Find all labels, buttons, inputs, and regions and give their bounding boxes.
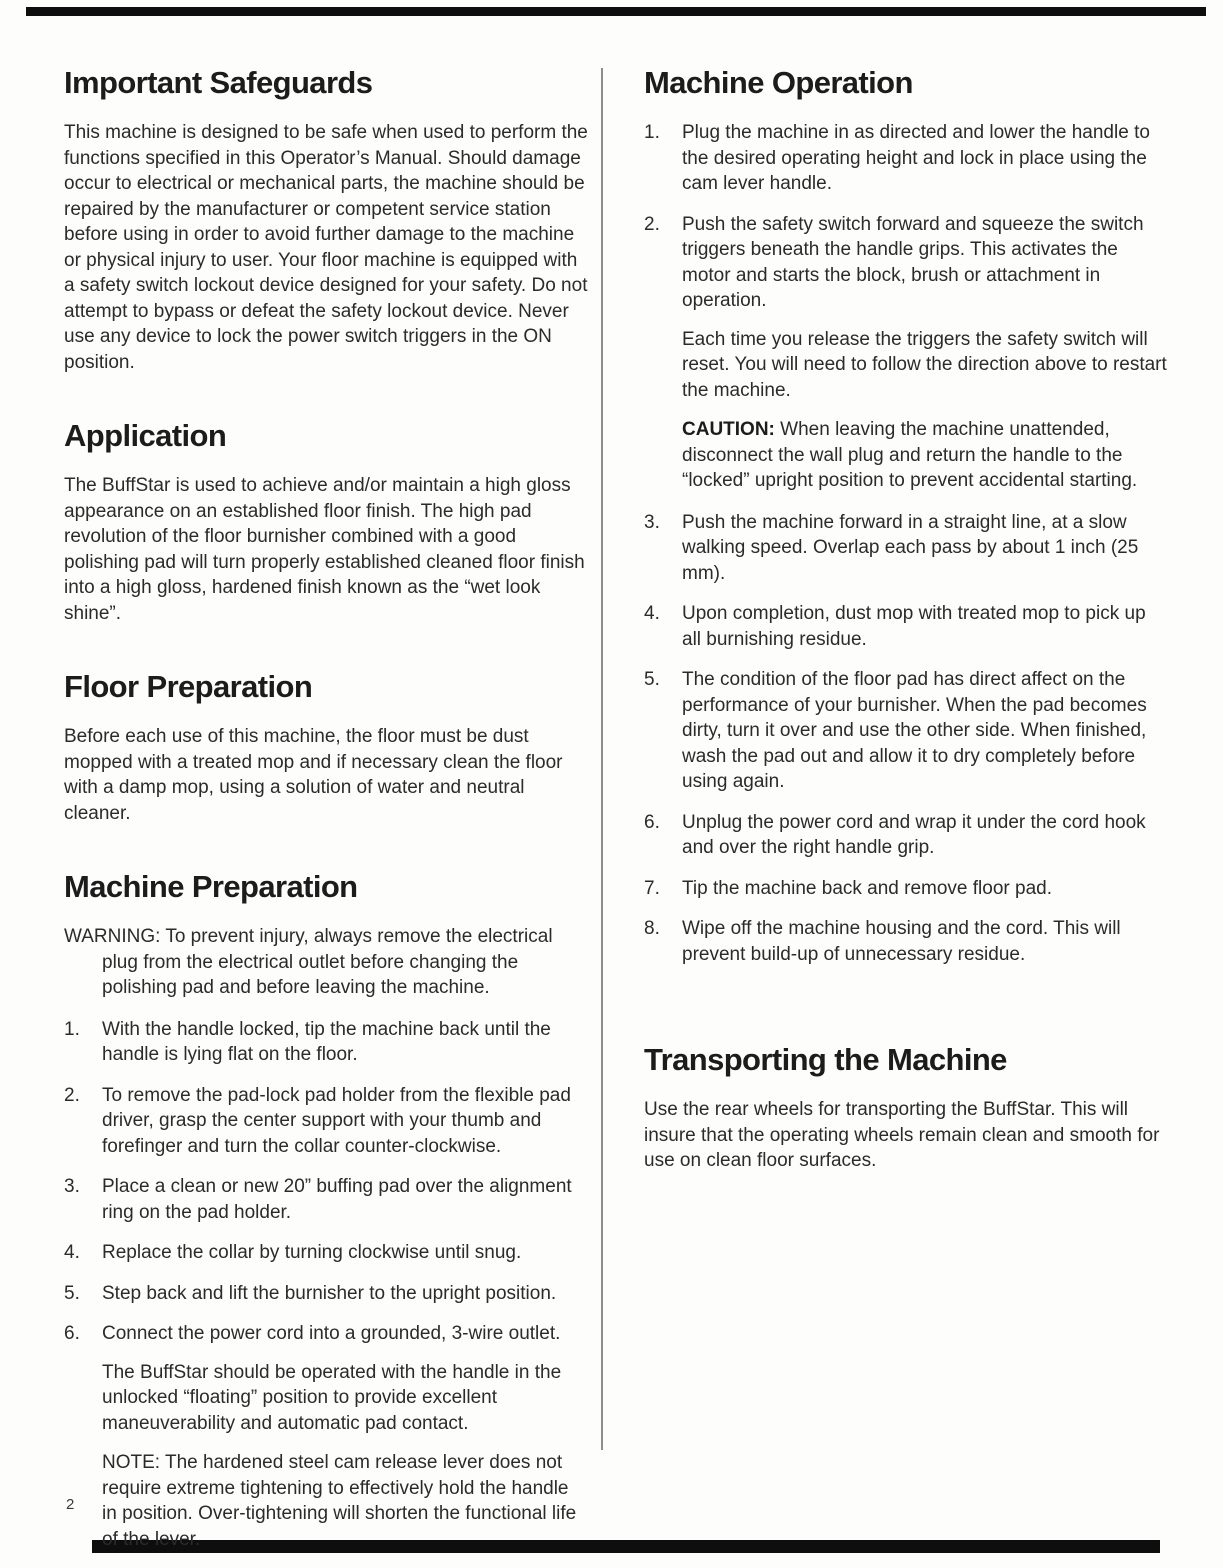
list-text: Tip the machine back and remove floor pad. <box>682 877 1052 899</box>
caution-label: CAUTION: <box>682 419 775 441</box>
list-item <box>644 667 1168 795</box>
right-column <box>644 60 1168 1568</box>
list-text: Wipe off the machine housing and the cord. This will prevent build-up of unnecessary residue. <box>682 918 1121 965</box>
list-item <box>644 916 1168 967</box>
list-number: 1. <box>64 1018 80 1040</box>
list-item <box>644 212 1168 314</box>
list-text: With the handle locked, tip the machine back until the handle is lying flat on the floor. <box>102 1018 551 1066</box>
list-number: 4. <box>64 1242 80 1264</box>
list-number: 3. <box>644 511 660 533</box>
section-title-transporting: Transporting the Machine <box>644 1042 1007 1078</box>
list-text: Place a clean or new 20” buffing pad over the alignment ring on the pad holder. <box>102 1176 572 1223</box>
list-item <box>64 1174 588 1225</box>
list-item <box>64 1083 588 1160</box>
list-text: The condition of the floor pad has direct affect on the performance of your burnisher. When the pad becomes dirty, turn it over and use the other side. When finished, wash the pad out and allow it to dry completely before using again. <box>682 669 1147 793</box>
trigger-reset-paragraph: Each time you release the triggers the safety switch will reset. You will need to follow the direction above to restart the machine. <box>682 328 1167 401</box>
list-item <box>64 1240 588 1266</box>
list-item <box>644 876 1168 902</box>
list-text: Connect the power cord into a grounded, 3-wire outlet. <box>102 1323 561 1345</box>
list-text: To remove the pad-lock pad holder from the flexible pad driver, grasp the center support with your thumb and forefinger and turn the collar counter-clockwise. <box>102 1084 571 1157</box>
list-number: 5. <box>64 1282 80 1304</box>
list-item <box>64 1321 588 1347</box>
list-number: 6. <box>644 811 660 833</box>
list-text: Unplug the power cord and wrap it under the cord hook and over the right handle grip. <box>682 811 1146 859</box>
caution-paragraph <box>682 417 1168 494</box>
list-text: Replace the collar by turning clockwise until snug. <box>102 1242 522 1264</box>
section-title-machine-operation: Machine Operation <box>644 65 913 100</box>
list-number: 6. <box>64 1323 80 1345</box>
list-text: Plug the machine in as directed and lower the handle to the desired operating height and lock in place using the cam lever handle. <box>682 122 1150 195</box>
list-text: Push the safety switch forward and squeeze the switch triggers beneath the handle grips. This activates the motor and starts the block, brush or attachment in operation. <box>682 213 1144 312</box>
scan-artifact-top <box>26 7 1206 16</box>
section-title-machine-preparation: Machine Preparation <box>64 869 358 905</box>
section-title-floor-preparation: Floor Preparation <box>64 669 313 705</box>
safeguards-paragraph: This machine is designed to be safe when used to perform the functions specified in this Operator’s Manual. Should damage occur to electrical or mechanical parts, the machine should be repaired by the manufacturer or competent service station before using in order to avoid further damage to the machine or physical injury to user. Your floor machine is equipped with a safety switch lockout device designed for your safety. Do not attempt to bypass or defeat the safety lockout device. Never use any device to lock the power switch triggers in the ON position. <box>64 122 588 373</box>
list-item <box>64 1281 588 1307</box>
warning-paragraph: WARNING: To prevent injury, always remove the electrical plug from the electrical outlet before changing the polishing pad and before leaving the machine. <box>64 926 553 999</box>
section-title-important-safeguards: Important Safeguards <box>64 65 373 100</box>
note-paragraph: NOTE: The hardened steel cam release lever does not require extreme tightening to effectively hold the handle in position. Over-tightening will shorten the functional life of the lever. <box>102 1452 577 1550</box>
list-number: 5. <box>644 669 660 691</box>
list-text: Push the machine forward in a straight line, at a slow walking speed. Overlap each pass by about 1 inch (25 mm). <box>682 511 1139 584</box>
list-number: 8. <box>644 918 660 940</box>
list-number: 2. <box>644 213 660 235</box>
list-item <box>644 601 1168 652</box>
application-paragraph: The BuffStar is used to achieve and/or maintain a high gloss appearance on an established floor finish. The high pad revolution of the floor burnisher combined with a good polishing pad will turn properly established cleaned floor finish into a high gloss, hardened finish known as the “wet look shine”. <box>64 475 585 624</box>
list-item <box>644 510 1168 587</box>
list-text: Upon completion, dust mop with treated mop to pick up all burnishing residue. <box>682 603 1146 650</box>
list-number: 4. <box>644 603 660 625</box>
list-number: 7. <box>644 877 660 899</box>
page-number: 2 <box>66 1496 75 1513</box>
list-number: 3. <box>64 1176 80 1198</box>
list-item <box>64 1017 588 1068</box>
list-item <box>644 810 1168 861</box>
list-number: 1. <box>644 122 660 144</box>
list-item <box>644 120 1168 197</box>
floor-preparation-paragraph: Before each use of this machine, the floor must be dust mopped with a treated mop and if necessary clean the floor with a damp mop, using a solution of water and neutral cleaner. <box>64 726 563 824</box>
buffstar-handle-paragraph: The BuffStar should be operated with the handle in the unlocked “floating” position to provide excellent maneuverability and automatic pad contact. <box>102 1361 562 1434</box>
left-column <box>64 60 588 1568</box>
manual-page-content <box>64 60 1168 1568</box>
transporting-paragraph: Use the rear wheels for transporting the BuffStar. This will insure that the operating wheels remain clean and smooth for use on clean floor surfaces. <box>644 1099 1160 1172</box>
caution-text: When leaving the machine unattended, disconnect the wall plug and return the handle to the “locked” upright position to prevent accidental starting. <box>682 419 1138 492</box>
section-title-application: Application <box>64 418 227 454</box>
list-number: 2. <box>64 1084 80 1106</box>
list-text: Step back and lift the burnisher to the upright position. <box>102 1282 557 1304</box>
